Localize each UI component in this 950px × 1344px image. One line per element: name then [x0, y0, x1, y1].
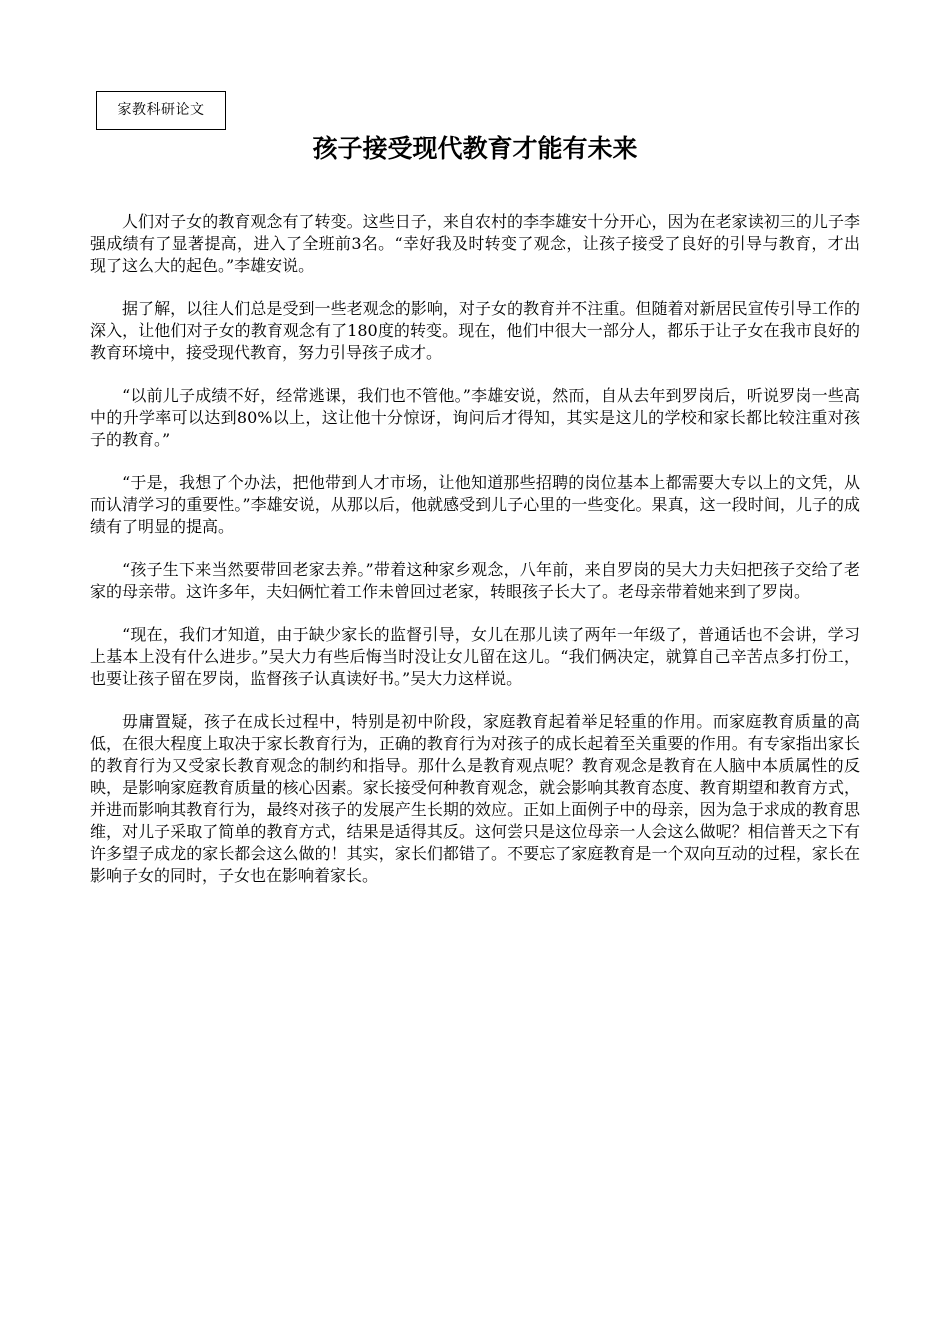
- article-body: [90, 211, 860, 908]
- paragraph: “以前儿子成绩不好，经常逃课，我们也不管他。”李雄安说，然而，自从去年到罗岗后，听说罗岗一些高中的升学率可以达到80%以上，这让他十分惊讶，询问后才得知，其实是这儿的学校和家长都比较注重对孩子的教育。”: [90, 386, 860, 449]
- paragraph: 毋庸置疑，孩子在成长过程中，特别是初中阶段，家庭教育起着举足轻重的作用。而家庭教育质量的高低，在很大程度上取决于家长教育行为，正确的教育行为对孩子的成长起着至关重要的作用。有专家指出家长的教育行为又受家长教育观念的制约和指导。那什么是教育观点呢？教育观念是教育在人脑中本质属性的反映，是影响家庭教育质量的核心因素。家长接受何种教育观念，就会影响其教育态度、教育期望和教育方式，并进而影响其教育行为，最终对孩子的发展产生长期的效应。正如上面例子中的母亲，因为急于求成的教育思维，对儿子采取了简单的教育方式，结果是适得其反。这何尝只是这位母亲一人会这么做呢？相信普天之下有许多望子成龙的家长都会这么做的！其实，家长们都错了。不要忘了家庭教育是一个双向互动的过程，家长在影响子女的同时，子女也在影响着家长。: [90, 712, 860, 885]
- paragraph: “现在，我们才知道，由于缺少家长的监督引导，女儿在那儿读了两年一年级了，普通话也不会讲，学习上基本上没有什么进步。”吴大力有些后悔当时没让女儿留在这儿。“我们俩决定，就算自己辛苦点多打份工，也要让孩子留在罗岗，监督孩子认真读好书。”吴大力这样说。: [90, 625, 860, 688]
- paragraph: “孩子生下来当然要带回老家去养。”带着这种家乡观念，八年前，来自罗岗的吴大力夫妇把孩子交给了老家的母亲带。这许多年，夫妇俩忙着工作未曾回过老家，转眼孩子长大了。老母亲带着她来到了罗岗。: [90, 560, 860, 601]
- article-title: 孩子接受现代教育才能有未来: [312, 134, 638, 163]
- paragraph: “于是，我想了个办法，把他带到人才市场，让他知道那些招聘的岗位基本上都需要大专以上的文凭，从而认清学习的重要性。”李雄安说，从那以后，他就感受到儿子心里的一些变化。果真，这一段时间，儿子的成绩有了明显的提高。: [90, 473, 860, 536]
- paragraph: 据了解，以往人们总是受到一些老观念的影响，对子女的教育并不注重。但随着对新居民宣传引导工作的深入，让他们对子女的教育观念有了180度的转变。现在，他们中很大一部分人，都乐于让子女在我市良好的教育环境中，接受现代教育，努力引导孩子成才。: [90, 299, 860, 362]
- paragraph: 人们对子女的教育观念有了转变。这些日子，来自农村的李李雄安十分开心，因为在老家读初三的儿子李强成绩有了显著提高，进入了全班前3名。“幸好我及时转变了观念，让孩子接受了良好的引导与教育，才出现了这么大的起色。”李雄安说。: [90, 212, 860, 275]
- category-tag: 家教科研论文: [96, 91, 226, 130]
